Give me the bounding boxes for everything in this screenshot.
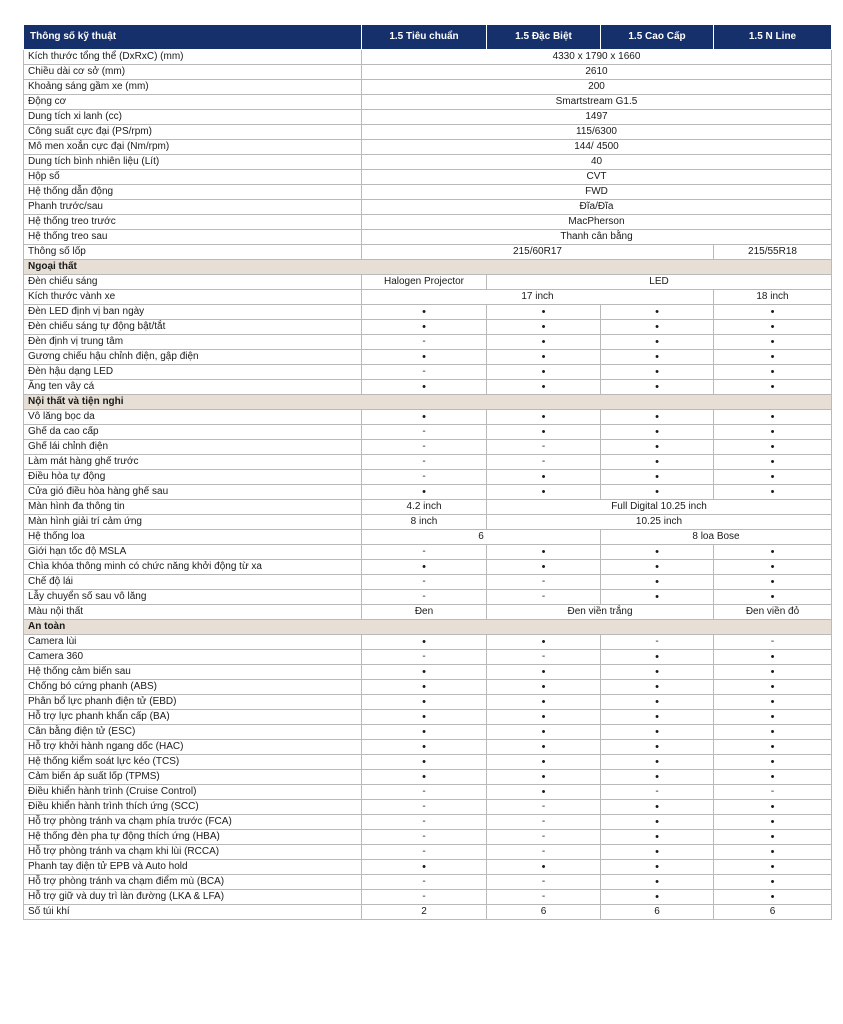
row-value: - bbox=[487, 440, 601, 455]
row-value: • bbox=[714, 575, 832, 590]
row-value: • bbox=[362, 350, 487, 365]
row-value: 10.25 inch bbox=[487, 515, 832, 530]
row-value: • bbox=[714, 320, 832, 335]
row-value: FWD bbox=[362, 185, 832, 200]
row-value: - bbox=[362, 335, 487, 350]
row-label: Điều khiển hành trình (Cruise Control) bbox=[24, 785, 362, 800]
row-value: 144/ 4500 bbox=[362, 140, 832, 155]
table-row bbox=[24, 215, 832, 230]
header-title: Thông số kỹ thuật bbox=[24, 25, 362, 50]
row-label: Đèn LED định vị ban ngày bbox=[24, 305, 362, 320]
row-value: • bbox=[601, 800, 714, 815]
table-row bbox=[24, 875, 832, 890]
row-value: • bbox=[714, 485, 832, 500]
row-label: Đèn hậu dạng LED bbox=[24, 365, 362, 380]
row-value: 18 inch bbox=[714, 290, 832, 305]
row-value: - bbox=[714, 635, 832, 650]
row-label: Kích thước vành xe bbox=[24, 290, 362, 305]
row-value: Đen viền đỏ bbox=[714, 605, 832, 620]
row-value: • bbox=[601, 650, 714, 665]
row-value: • bbox=[714, 440, 832, 455]
row-value: • bbox=[714, 860, 832, 875]
row-value: • bbox=[601, 755, 714, 770]
row-value: • bbox=[487, 560, 601, 575]
table-row bbox=[24, 485, 832, 500]
row-value: - bbox=[362, 425, 487, 440]
section-row bbox=[24, 260, 832, 275]
row-value: - bbox=[362, 575, 487, 590]
row-value: • bbox=[487, 635, 601, 650]
row-value: • bbox=[714, 740, 832, 755]
row-value: - bbox=[487, 800, 601, 815]
row-value: • bbox=[714, 380, 832, 395]
row-value: • bbox=[714, 845, 832, 860]
row-value: - bbox=[362, 890, 487, 905]
row-value: 40 bbox=[362, 155, 832, 170]
row-value: - bbox=[601, 785, 714, 800]
table-row bbox=[24, 80, 832, 95]
table-row bbox=[24, 725, 832, 740]
row-value: • bbox=[601, 710, 714, 725]
row-label: Kích thước tổng thể (DxRxC) (mm) bbox=[24, 50, 362, 65]
row-value: Thanh cân bằng bbox=[362, 230, 832, 245]
table-row bbox=[24, 635, 832, 650]
table-row bbox=[24, 845, 832, 860]
row-value: • bbox=[601, 665, 714, 680]
row-label: Hỗ trợ phòng tránh va chạm khi lùi (RCCA) bbox=[24, 845, 362, 860]
row-value: 8 loa Bose bbox=[601, 530, 832, 545]
row-value: - bbox=[362, 365, 487, 380]
row-label: Công suất cực đại (PS/rpm) bbox=[24, 125, 362, 140]
row-value: • bbox=[714, 455, 832, 470]
row-value: 215/60R17 bbox=[362, 245, 714, 260]
table-row bbox=[24, 245, 832, 260]
row-value: • bbox=[601, 320, 714, 335]
row-value: - bbox=[362, 470, 487, 485]
table-row bbox=[24, 740, 832, 755]
table-row bbox=[24, 455, 832, 470]
row-value: • bbox=[362, 320, 487, 335]
row-value: 4330 x 1790 x 1660 bbox=[362, 50, 832, 65]
row-value: • bbox=[714, 470, 832, 485]
row-value: - bbox=[362, 440, 487, 455]
row-value: • bbox=[487, 305, 601, 320]
header-variant-cao-cap: 1.5 Cao Cấp bbox=[601, 25, 714, 50]
row-value: • bbox=[601, 740, 714, 755]
table-row bbox=[24, 380, 832, 395]
row-value: • bbox=[714, 695, 832, 710]
row-value: - bbox=[362, 785, 487, 800]
row-value: • bbox=[714, 800, 832, 815]
row-label: Màn hình giải trí cảm ứng bbox=[24, 515, 362, 530]
row-value: • bbox=[487, 410, 601, 425]
row-label: Camera 360 bbox=[24, 650, 362, 665]
row-label: Hộp số bbox=[24, 170, 362, 185]
table-row bbox=[24, 170, 832, 185]
table-row bbox=[24, 665, 832, 680]
row-value: Halogen Projector bbox=[362, 275, 487, 290]
table-row bbox=[24, 800, 832, 815]
row-value: • bbox=[487, 860, 601, 875]
row-value: 8 inch bbox=[362, 515, 487, 530]
table-row bbox=[24, 110, 832, 125]
row-value: • bbox=[714, 830, 832, 845]
row-value: • bbox=[601, 815, 714, 830]
section-title: Nội thất và tiện nghi bbox=[24, 395, 832, 410]
row-label: Hỗ trợ phòng tránh va chạm điểm mù (BCA) bbox=[24, 875, 362, 890]
row-value: • bbox=[487, 740, 601, 755]
table-row bbox=[24, 530, 832, 545]
row-value: • bbox=[362, 740, 487, 755]
row-value: 215/55R18 bbox=[714, 245, 832, 260]
table-row bbox=[24, 230, 832, 245]
row-value: • bbox=[714, 710, 832, 725]
table-row bbox=[24, 905, 832, 920]
row-label: Mô men xoắn cực đại (Nm/rpm) bbox=[24, 140, 362, 155]
table-row bbox=[24, 755, 832, 770]
row-value: Full Digital 10.25 inch bbox=[487, 500, 832, 515]
table-row bbox=[24, 305, 832, 320]
row-value: • bbox=[362, 770, 487, 785]
table-row bbox=[24, 320, 832, 335]
row-value: - bbox=[487, 575, 601, 590]
row-label: Ghế lái chỉnh điện bbox=[24, 440, 362, 455]
table-row bbox=[24, 140, 832, 155]
row-value: - bbox=[362, 815, 487, 830]
row-label: Cân bằng điện tử (ESC) bbox=[24, 725, 362, 740]
row-value: Đĩa/Đĩa bbox=[362, 200, 832, 215]
row-value: LED bbox=[487, 275, 832, 290]
table-row bbox=[24, 65, 832, 80]
row-value: • bbox=[601, 830, 714, 845]
row-value: 6 bbox=[601, 905, 714, 920]
row-label: Hỗ trợ khởi hành ngang dốc (HAC) bbox=[24, 740, 362, 755]
row-label: Động cơ bbox=[24, 95, 362, 110]
row-label: Hỗ trợ phòng tránh va chạm phía trước (FCA) bbox=[24, 815, 362, 830]
row-value: • bbox=[601, 590, 714, 605]
row-value: • bbox=[487, 680, 601, 695]
row-label: Hệ thống treo trước bbox=[24, 215, 362, 230]
row-value: - bbox=[487, 845, 601, 860]
table-row bbox=[24, 410, 832, 425]
row-value: - bbox=[362, 455, 487, 470]
row-value: • bbox=[487, 725, 601, 740]
header-variant-tieu-chuan: 1.5 Tiêu chuẩn bbox=[362, 25, 487, 50]
row-label: Ăng ten vây cá bbox=[24, 380, 362, 395]
row-label: Hệ thống dẫn động bbox=[24, 185, 362, 200]
table-row bbox=[24, 890, 832, 905]
row-value: • bbox=[362, 380, 487, 395]
row-value: • bbox=[362, 860, 487, 875]
row-value: • bbox=[601, 860, 714, 875]
row-value: • bbox=[714, 770, 832, 785]
row-value: • bbox=[362, 410, 487, 425]
row-value: Smartstream G1.5 bbox=[362, 95, 832, 110]
table-row bbox=[24, 275, 832, 290]
row-label: Phanh tay điện tử EPB và Auto hold bbox=[24, 860, 362, 875]
section-row bbox=[24, 395, 832, 410]
row-label: Dung tích xi lanh (cc) bbox=[24, 110, 362, 125]
row-label: Làm mát hàng ghế trước bbox=[24, 455, 362, 470]
row-value: • bbox=[362, 710, 487, 725]
row-value: • bbox=[601, 575, 714, 590]
row-value: • bbox=[362, 560, 487, 575]
row-label: Thông số lốp bbox=[24, 245, 362, 260]
table-row bbox=[24, 695, 832, 710]
row-label: Giới hạn tốc độ MSLA bbox=[24, 545, 362, 560]
row-label: Hỗ trợ lực phanh khẩn cấp (BA) bbox=[24, 710, 362, 725]
row-value: • bbox=[714, 890, 832, 905]
row-value: • bbox=[714, 725, 832, 740]
row-value: • bbox=[714, 545, 832, 560]
row-label: Hệ thống kiểm soát lực kéo (TCS) bbox=[24, 755, 362, 770]
row-label: Cảm biến áp suất lốp (TPMS) bbox=[24, 770, 362, 785]
row-label: Cửa gió điều hòa hàng ghế sau bbox=[24, 485, 362, 500]
row-value: • bbox=[601, 890, 714, 905]
table-row bbox=[24, 785, 832, 800]
table-row bbox=[24, 860, 832, 875]
row-value: • bbox=[601, 380, 714, 395]
row-label: Phân bổ lực phanh điện tử (EBD) bbox=[24, 695, 362, 710]
table-row bbox=[24, 710, 832, 725]
row-value: • bbox=[487, 485, 601, 500]
row-value: • bbox=[601, 335, 714, 350]
section-title: Ngoại thất bbox=[24, 260, 832, 275]
row-value: • bbox=[714, 425, 832, 440]
row-label: Chiều dài cơ sở (mm) bbox=[24, 65, 362, 80]
row-value: • bbox=[601, 770, 714, 785]
spec-table bbox=[23, 24, 832, 920]
row-value: MacPherson bbox=[362, 215, 832, 230]
section-row bbox=[24, 620, 832, 635]
row-label: Chìa khóa thông minh có chức năng khởi động từ xa bbox=[24, 560, 362, 575]
row-value: • bbox=[487, 365, 601, 380]
row-value: - bbox=[487, 830, 601, 845]
row-value: • bbox=[487, 695, 601, 710]
row-value: Đen viền trắng bbox=[487, 605, 714, 620]
table-row bbox=[24, 335, 832, 350]
row-label: Camera lùi bbox=[24, 635, 362, 650]
row-label: Ghế da cao cấp bbox=[24, 425, 362, 440]
row-value: • bbox=[714, 650, 832, 665]
table-row bbox=[24, 770, 832, 785]
row-value: • bbox=[487, 770, 601, 785]
row-value: - bbox=[362, 650, 487, 665]
header-variant-n-line: 1.5 N Line bbox=[714, 25, 832, 50]
row-value: 4.2 inch bbox=[362, 500, 487, 515]
row-value: - bbox=[487, 890, 601, 905]
table-row bbox=[24, 440, 832, 455]
row-label: Hỗ trợ giữ và duy trì làn đường (LKA & LFA) bbox=[24, 890, 362, 905]
row-value: • bbox=[714, 560, 832, 575]
row-value: - bbox=[487, 815, 601, 830]
row-value: • bbox=[601, 725, 714, 740]
row-value: • bbox=[601, 350, 714, 365]
row-value: • bbox=[601, 695, 714, 710]
table-row bbox=[24, 500, 832, 515]
row-value: • bbox=[714, 365, 832, 380]
row-value: • bbox=[714, 755, 832, 770]
row-value: - bbox=[362, 830, 487, 845]
row-value: - bbox=[714, 785, 832, 800]
row-value: • bbox=[714, 335, 832, 350]
row-value: • bbox=[362, 695, 487, 710]
row-value: • bbox=[601, 470, 714, 485]
row-value: • bbox=[487, 785, 601, 800]
row-value: • bbox=[601, 545, 714, 560]
row-label: Khoảng sáng gầm xe (mm) bbox=[24, 80, 362, 95]
table-row bbox=[24, 155, 832, 170]
table-row bbox=[24, 560, 832, 575]
row-label: Điều hòa tự động bbox=[24, 470, 362, 485]
row-value: • bbox=[362, 755, 487, 770]
row-value: • bbox=[601, 440, 714, 455]
row-label: Màu nội thất bbox=[24, 605, 362, 620]
table-row bbox=[24, 590, 832, 605]
table-row bbox=[24, 815, 832, 830]
row-value: • bbox=[362, 680, 487, 695]
row-label: Lẫy chuyển số sau vô lăng bbox=[24, 590, 362, 605]
row-value: • bbox=[362, 635, 487, 650]
row-value: • bbox=[601, 680, 714, 695]
row-label: Đèn chiếu sáng tự động bật/tắt bbox=[24, 320, 362, 335]
row-value: 115/6300 bbox=[362, 125, 832, 140]
row-value: • bbox=[487, 470, 601, 485]
table-row bbox=[24, 830, 832, 845]
row-value: • bbox=[487, 710, 601, 725]
row-value: • bbox=[601, 560, 714, 575]
table-row bbox=[24, 365, 832, 380]
row-value: • bbox=[601, 410, 714, 425]
section-title: An toàn bbox=[24, 620, 832, 635]
row-value: 1497 bbox=[362, 110, 832, 125]
table-row bbox=[24, 95, 832, 110]
row-value: • bbox=[601, 305, 714, 320]
row-label: Số túi khí bbox=[24, 905, 362, 920]
row-value: • bbox=[362, 665, 487, 680]
row-value: • bbox=[601, 455, 714, 470]
row-label: Hệ thống đèn pha tự động thích ứng (HBA) bbox=[24, 830, 362, 845]
row-value: • bbox=[601, 845, 714, 860]
row-value: • bbox=[487, 665, 601, 680]
row-label: Hệ thống loa bbox=[24, 530, 362, 545]
table-row bbox=[24, 470, 832, 485]
row-value: • bbox=[714, 680, 832, 695]
row-value: - bbox=[362, 590, 487, 605]
table-row bbox=[24, 545, 832, 560]
row-value: • bbox=[362, 725, 487, 740]
row-value: • bbox=[714, 590, 832, 605]
row-value: • bbox=[714, 815, 832, 830]
row-value: - bbox=[362, 845, 487, 860]
row-label: Phanh trước/sau bbox=[24, 200, 362, 215]
row-value: • bbox=[714, 410, 832, 425]
row-value: 6 bbox=[487, 905, 601, 920]
table-row bbox=[24, 290, 832, 305]
row-value: - bbox=[362, 545, 487, 560]
row-label: Điều khiển hành trình thích ứng (SCC) bbox=[24, 800, 362, 815]
table-row bbox=[24, 575, 832, 590]
row-value: - bbox=[487, 875, 601, 890]
row-label: Chống bó cứng phanh (ABS) bbox=[24, 680, 362, 695]
row-value: - bbox=[362, 800, 487, 815]
row-value: Đen bbox=[362, 605, 487, 620]
row-value: • bbox=[601, 875, 714, 890]
row-value: • bbox=[714, 350, 832, 365]
row-value: • bbox=[601, 425, 714, 440]
row-value: • bbox=[487, 425, 601, 440]
row-label: Chế độ lái bbox=[24, 575, 362, 590]
row-value: CVT bbox=[362, 170, 832, 185]
row-value: 17 inch bbox=[362, 290, 714, 305]
table-row bbox=[24, 185, 832, 200]
row-label: Màn hình đa thông tin bbox=[24, 500, 362, 515]
row-label: Dung tích bình nhiên liệu (Lít) bbox=[24, 155, 362, 170]
row-value: - bbox=[487, 590, 601, 605]
row-label: Vô lăng bọc da bbox=[24, 410, 362, 425]
table-row bbox=[24, 605, 832, 620]
row-value: 6 bbox=[362, 530, 601, 545]
row-value: • bbox=[487, 350, 601, 365]
row-value: • bbox=[487, 545, 601, 560]
table-row bbox=[24, 515, 832, 530]
row-value: • bbox=[714, 665, 832, 680]
row-value: • bbox=[601, 365, 714, 380]
table-header-row bbox=[24, 25, 832, 50]
row-value: 6 bbox=[714, 905, 832, 920]
row-label: Hệ thống cảm biến sau bbox=[24, 665, 362, 680]
table-row bbox=[24, 125, 832, 140]
row-value: • bbox=[362, 305, 487, 320]
row-value: 200 bbox=[362, 80, 832, 95]
row-label: Đèn chiếu sáng bbox=[24, 275, 362, 290]
row-value: - bbox=[362, 875, 487, 890]
row-value: 2610 bbox=[362, 65, 832, 80]
table-row bbox=[24, 680, 832, 695]
row-label: Đèn định vị trung tâm bbox=[24, 335, 362, 350]
row-label: Hệ thống treo sau bbox=[24, 230, 362, 245]
row-value: • bbox=[487, 755, 601, 770]
row-value: • bbox=[487, 320, 601, 335]
row-value: • bbox=[362, 485, 487, 500]
row-value: - bbox=[601, 635, 714, 650]
row-value: • bbox=[714, 305, 832, 320]
row-value: - bbox=[487, 650, 601, 665]
table-row bbox=[24, 650, 832, 665]
row-value: - bbox=[487, 455, 601, 470]
row-label: Gương chiếu hậu chỉnh điện, gập điện bbox=[24, 350, 362, 365]
row-value: • bbox=[487, 335, 601, 350]
table-row bbox=[24, 425, 832, 440]
row-value: • bbox=[714, 875, 832, 890]
row-value: 2 bbox=[362, 905, 487, 920]
row-value: • bbox=[487, 380, 601, 395]
row-value: • bbox=[601, 485, 714, 500]
table-row bbox=[24, 350, 832, 365]
spec-table-body bbox=[24, 50, 832, 920]
header-variant-dac-biet: 1.5 Đặc Biệt bbox=[487, 25, 601, 50]
table-row bbox=[24, 200, 832, 215]
table-row bbox=[24, 50, 832, 65]
